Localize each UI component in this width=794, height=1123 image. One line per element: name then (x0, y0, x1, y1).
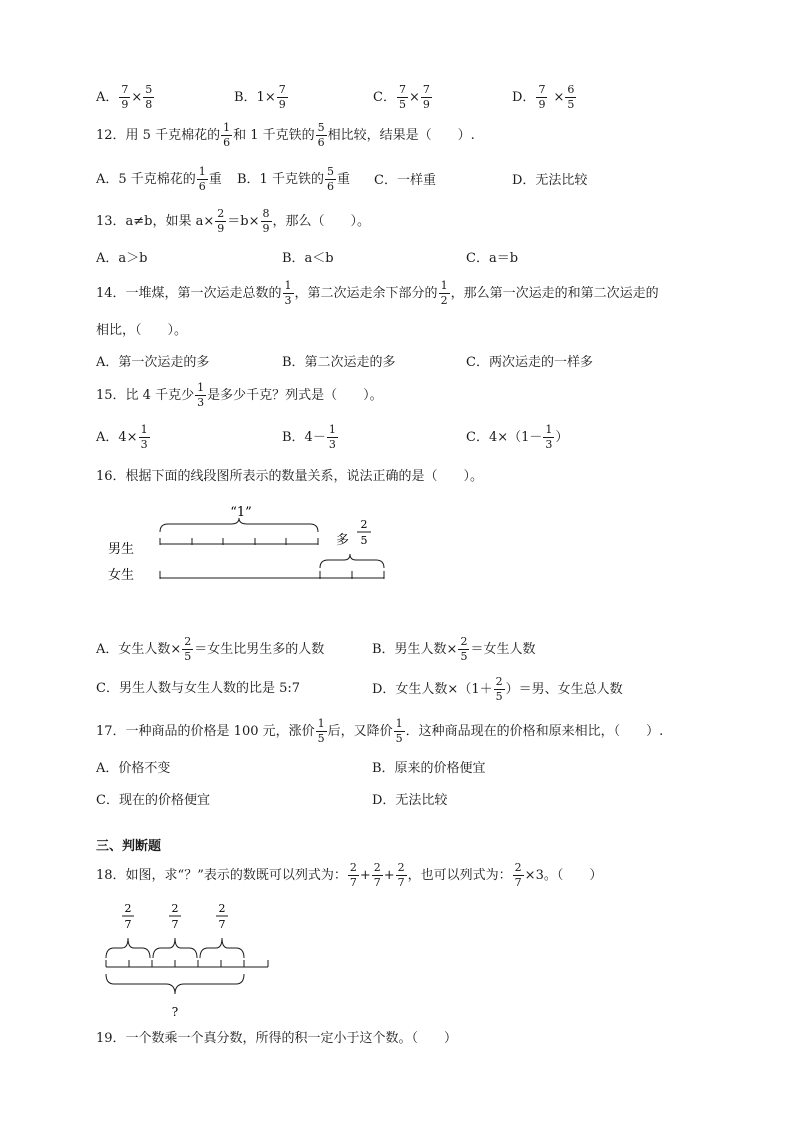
fraction (439, 280, 450, 306)
option-text: ） (555, 429, 569, 445)
option-label: A．女生人数× (96, 641, 182, 657)
denominator: 3 (284, 293, 292, 307)
numerator: 5 (326, 165, 334, 178)
label-one: “1” (230, 505, 252, 520)
option-label: D．女生人数×（1＋ (372, 681, 493, 697)
denominator: 5 (398, 97, 406, 111)
q18-stem (96, 862, 602, 888)
fraction (536, 84, 547, 110)
label-female: 女生 (108, 568, 135, 583)
q16-option-c: C．男生人数与女生人数的比是 5:7 (96, 681, 301, 696)
denominator-2: 7 (171, 918, 179, 931)
q16-option-d (372, 676, 623, 702)
q13-option-c: C．a＝b (466, 251, 519, 266)
section-heading: 三、判断题 (96, 839, 162, 854)
fraction (139, 424, 150, 450)
stem-text: ＝b× (227, 213, 260, 229)
numerator: 1 (284, 279, 292, 292)
denominator: 9 (217, 221, 225, 235)
numerator: 2 (397, 861, 405, 874)
numerator: 1 (440, 279, 448, 292)
numerator: 1 (140, 423, 148, 436)
denominator-1: 7 (124, 918, 132, 931)
label-male: 男生 (108, 542, 135, 557)
fraction (458, 636, 469, 662)
stem-text: 14．一堆煤，第一次运走总数的 (96, 285, 282, 301)
denominator: 6 (223, 135, 231, 149)
q19-stem: 19．一个数乘一个真分数，所得的积一定小于这个数。（ ） (96, 1031, 458, 1046)
operator: + (383, 867, 395, 883)
stem-text: ，那么（ ）。 (272, 213, 371, 229)
fraction (565, 84, 576, 110)
fraction (182, 636, 193, 662)
fraction (394, 718, 405, 744)
operator: × (408, 89, 420, 105)
numerator: 2 (514, 861, 522, 874)
denominator: 9 (121, 97, 129, 111)
numerator: 7 (121, 83, 129, 96)
q16-option-b (372, 636, 535, 662)
numerator-2: 2 (171, 902, 179, 915)
q13-stem (96, 208, 370, 234)
q15-stem (96, 382, 383, 408)
numerator: 2 (217, 207, 225, 220)
numerator: 6 (567, 83, 575, 96)
fraction (283, 280, 294, 306)
denominator: 6 (326, 179, 334, 193)
denominator: 3 (197, 395, 205, 409)
option-text: 重 (208, 171, 222, 187)
q13-option-a: A．a＞b (96, 251, 148, 266)
fraction (197, 166, 208, 192)
stem-text: ，那么第一次运走的和第二次运走的 (450, 285, 659, 301)
stem-text: 相比较，结果是（ ）. (327, 127, 475, 143)
label-more: 多 (336, 533, 350, 548)
denominator: 6 (317, 135, 325, 149)
bottom-brace (106, 974, 244, 994)
q15-option-c (466, 424, 568, 450)
fraction (543, 424, 554, 450)
q17-option-c: C．现在的价格便宜 (96, 793, 210, 808)
top-braces (106, 938, 244, 958)
fraction (513, 862, 524, 888)
numerator: 1 (545, 423, 553, 436)
numerator: 1 (198, 165, 206, 178)
denominator: 9 (538, 97, 546, 111)
fraction (221, 122, 232, 148)
numerator: 1 (317, 717, 325, 730)
fraction (143, 84, 154, 110)
option-label: C．4×（1－ (466, 429, 543, 445)
number-line-ticks (106, 960, 268, 967)
numerator: 1 (395, 717, 403, 730)
q14-stem (96, 280, 659, 306)
denominator: 5 (317, 731, 325, 745)
stem-text: ，也可以列式为： (407, 867, 512, 883)
numerator-3: 2 (218, 902, 226, 915)
stem-text: 后，又降价 (327, 723, 393, 739)
numerator: 2 (460, 635, 468, 648)
option-text: ＝女生比男生多的人数 (194, 641, 325, 657)
option-label: A． (96, 89, 119, 105)
numerator: 2 (349, 861, 357, 874)
q17-option-b: B．原来的价格便宜 (372, 761, 486, 776)
denominator: 5 (395, 731, 403, 745)
option-label: B．男生人数× (372, 641, 458, 657)
numerator: 5 (317, 121, 325, 134)
q12-option-c: C．一样重 (374, 173, 436, 188)
q14-option-a: A．第一次运走的多 (96, 355, 210, 370)
fraction (277, 84, 288, 110)
denominator: 3 (328, 437, 336, 451)
numerator: 1 (197, 381, 205, 394)
stem-text: 12．用 5 千克棉花的 (96, 127, 221, 143)
option-label: A．4× (96, 429, 138, 445)
fraction (261, 208, 272, 234)
q14-option-c: C．两次运走的一样多 (466, 355, 593, 370)
denominator: 5 (184, 649, 192, 663)
fraction (421, 84, 432, 110)
fraction (396, 862, 407, 888)
numerator-1: 2 (124, 902, 132, 915)
brace-more (320, 554, 384, 568)
fraction (494, 676, 505, 702)
fraction (372, 862, 383, 888)
fraction (325, 166, 336, 192)
q12-option-b (237, 166, 350, 192)
operator: + (359, 867, 371, 883)
denominator: 3 (545, 437, 553, 451)
question-mark: ? (171, 1005, 179, 1019)
fraction (119, 84, 130, 110)
option-label: B．4－ (282, 429, 326, 445)
option-text: ）＝男、女生总人数 (505, 681, 623, 697)
numerator: 7 (422, 83, 430, 96)
stem-text: 18．如图，求“？”表示的数既可以列式为： (96, 867, 347, 883)
fraction (397, 84, 408, 110)
q13-option-b: B．a＜b (282, 251, 334, 266)
q16-option-a (96, 636, 324, 662)
denominator: 7 (397, 875, 405, 889)
fraction (348, 862, 359, 888)
denominator: 2 (440, 293, 448, 307)
denominator: 5 (460, 649, 468, 663)
numerator: 2 (184, 635, 192, 648)
fraction (215, 208, 226, 234)
stem-text: 17．一种商品的价格是 100 元，涨价 (96, 723, 315, 739)
q18-line-diagram (100, 900, 280, 1022)
denominator: 6 (198, 179, 206, 193)
q11-option-d (512, 84, 577, 110)
denominator: 8 (145, 97, 153, 111)
numerator: 7 (538, 83, 546, 96)
stem-text: 15．比 4 千克少 (96, 387, 195, 403)
numerator: 1 (223, 121, 231, 134)
denominator: 7 (514, 875, 522, 889)
denominator: 9 (278, 97, 286, 111)
q14-stem-cont: 相比，（ ）。 (96, 323, 188, 338)
q15-option-a (96, 424, 151, 450)
q15-option-b (282, 424, 339, 450)
numerator: 2 (495, 675, 503, 688)
denominator: 5 (567, 97, 575, 111)
stem-text: ×3。（ ） (524, 867, 603, 883)
q16-stem: 16．根据下面的线段图所表示的数量关系，说法正确的是（ ）。 (96, 469, 484, 484)
q16-line-diagram (100, 498, 400, 590)
denominator-3: 7 (218, 918, 226, 931)
option-label: B．1× (234, 89, 276, 105)
denominator: 3 (140, 437, 148, 451)
option-label: B．1 千克铁的 (237, 171, 324, 187)
numerator: 8 (262, 207, 270, 220)
more-denominator: 5 (360, 534, 368, 547)
option-label: D． (512, 89, 536, 105)
stem-text: ．这种商品现在的价格和原来相比，（ ）. (405, 723, 664, 739)
stem-text: 和 1 千克铁的 (233, 127, 315, 143)
option-text: 重 (336, 171, 350, 187)
brace-male (160, 518, 318, 532)
stem-text: 13．a≠b，如果 a× (96, 213, 215, 229)
numerator: 7 (398, 83, 406, 96)
q11-option-c (373, 84, 433, 110)
q17-option-d: D．无法比较 (372, 793, 448, 808)
numerator: 1 (328, 423, 336, 436)
denominator: 9 (262, 221, 270, 235)
denominator: 7 (373, 875, 381, 889)
stem-text: 是多少千克？列式是（ ）。 (207, 387, 383, 403)
numerator: 5 (145, 83, 153, 96)
q12-stem (96, 122, 475, 148)
q17-stem (96, 718, 663, 744)
numerator: 7 (278, 83, 286, 96)
option-text: ＝女生人数 (470, 641, 536, 657)
operator: × (553, 89, 565, 105)
option-label: A．5 千克棉花的 (96, 171, 196, 187)
q14-option-b: B．第二次运走的多 (282, 355, 396, 370)
stem-text: ，第二次运走余下部分的 (294, 285, 438, 301)
numerator: 2 (373, 861, 381, 874)
option-label: C． (373, 89, 396, 105)
q17-option-a: A．价格不变 (96, 761, 171, 776)
fraction (316, 718, 327, 744)
q12-option-a (96, 166, 222, 192)
more-numerator: 2 (360, 518, 368, 531)
fraction (327, 424, 338, 450)
fraction (195, 382, 206, 408)
q11-option-b (234, 84, 289, 110)
denominator: 7 (349, 875, 357, 889)
fraction (316, 122, 327, 148)
segment-fraction-labels (122, 902, 228, 931)
denominator: 9 (422, 97, 430, 111)
q11-option-a (96, 84, 155, 110)
operator: × (131, 89, 143, 105)
q12-option-d: D．无法比较 (512, 173, 588, 188)
denominator: 5 (495, 689, 503, 703)
